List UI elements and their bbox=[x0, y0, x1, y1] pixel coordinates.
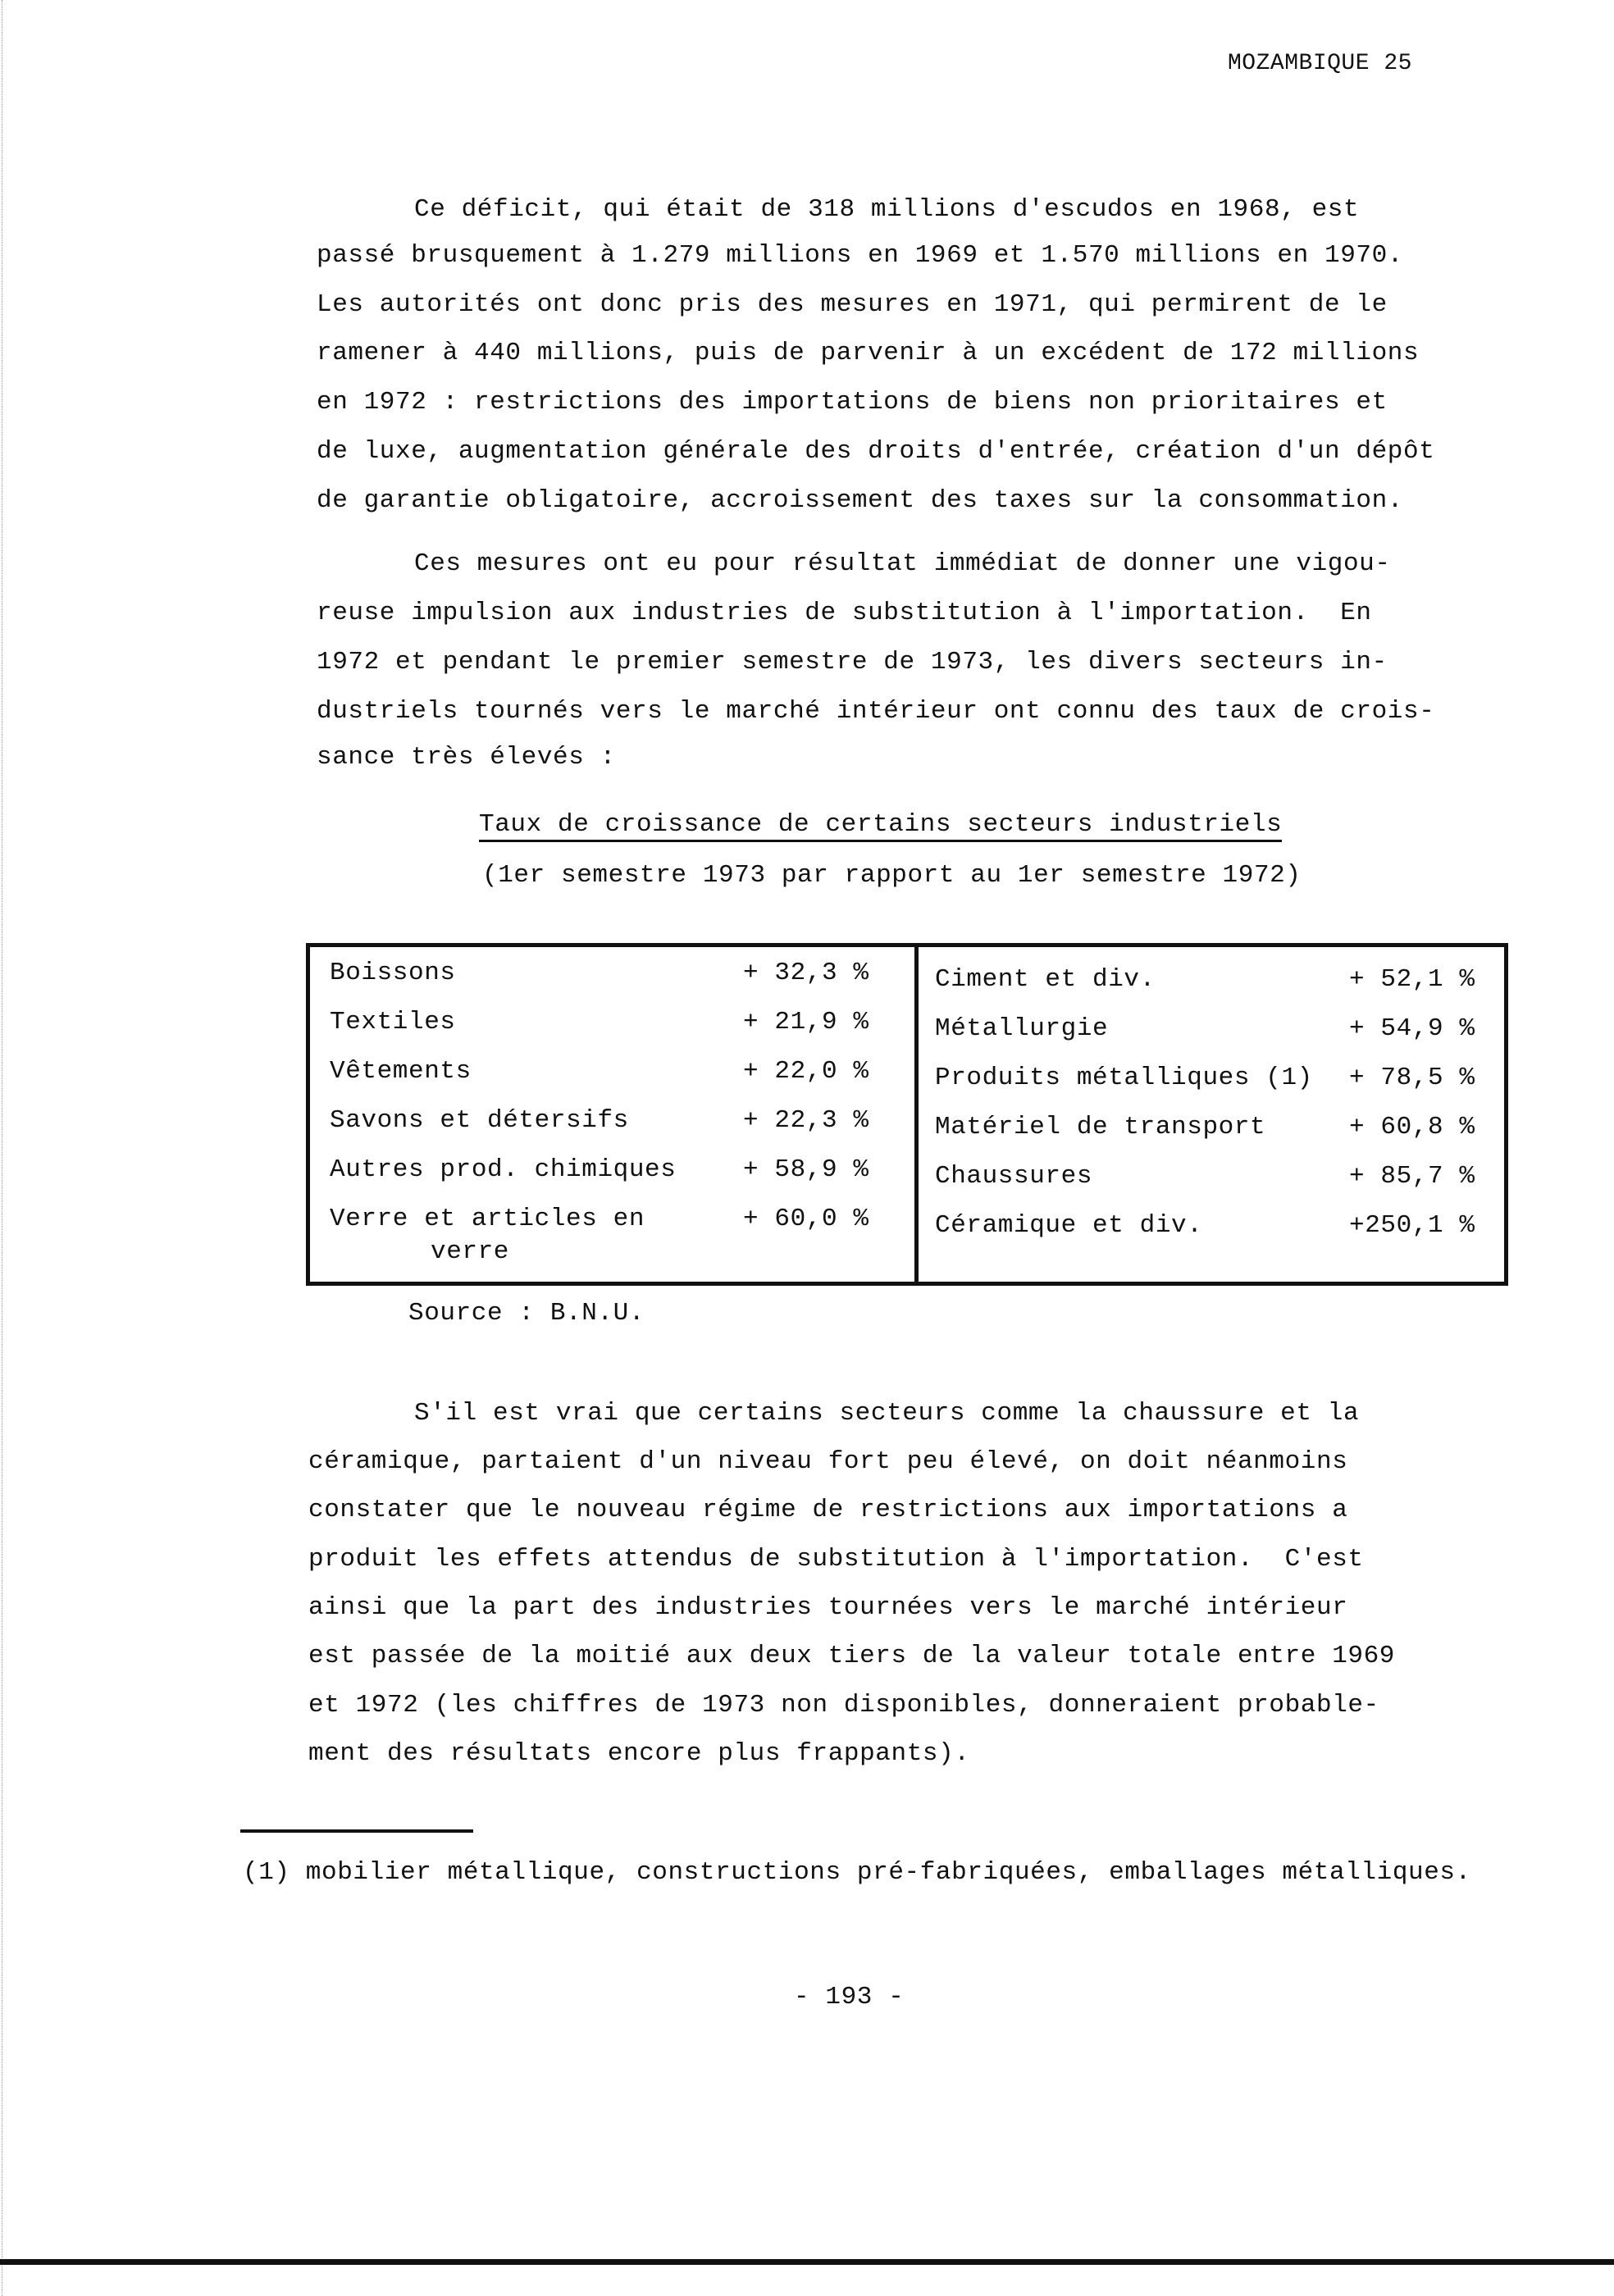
text-line: en 1972 : restrictions des importations de biens non prioritaires et bbox=[317, 388, 1388, 417]
text-line: sance très élevés : bbox=[317, 743, 616, 772]
text-line: reuse impulsion aux industries de substitution à l'importation. En bbox=[317, 599, 1372, 627]
text-line: ment des résultats encore plus frappants). bbox=[308, 1739, 970, 1768]
text-line: ainsi que la part des industries tournées vers le marché intérieur bbox=[308, 1593, 1348, 1622]
table-cell-sector-continued: verre bbox=[431, 1237, 510, 1266]
table-cell-rate: + 22,3 % bbox=[743, 1106, 869, 1135]
table-cell-rate: + 60,8 % bbox=[1349, 1113, 1475, 1141]
table-cell-rate: + 60,0 % bbox=[743, 1205, 869, 1233]
text-line: dustriels tournés vers le marché intérieur ont connu des taux de crois- bbox=[317, 697, 1435, 726]
table-title: Taux de croissance de certains secteurs industriels bbox=[479, 812, 1282, 842]
table-cell-rate: +250,1 % bbox=[1349, 1211, 1475, 1240]
table-cell-sector: Matériel de transport bbox=[935, 1113, 1266, 1141]
table-cell-sector: Vêtements bbox=[330, 1057, 472, 1086]
table-cell-rate: + 52,1 % bbox=[1349, 965, 1475, 994]
table-cell-rate: + 21,9 % bbox=[743, 1008, 869, 1036]
table-cell-sector: Produits métalliques (1) bbox=[935, 1064, 1313, 1092]
text-line: de garantie obligatoire, accroissement des taxes sur la consommation. bbox=[317, 486, 1404, 515]
table-cell-sector: Métallurgie bbox=[935, 1014, 1109, 1043]
table-cell-sector: Chaussures bbox=[935, 1162, 1093, 1191]
text-line: et 1972 (les chiffres de 1973 non disponibles, donneraient probable- bbox=[308, 1691, 1379, 1720]
table-cell-rate: + 22,0 % bbox=[743, 1057, 869, 1086]
table-subtitle: (1er semestre 1973 par rapport au 1er semestre 1972) bbox=[482, 861, 1302, 890]
running-header: MOZAMBIQUE 25 bbox=[1228, 51, 1412, 76]
page-number: - 193 - bbox=[794, 1983, 905, 2011]
scan-bottom-edge bbox=[0, 2259, 1614, 2265]
growth-rate-table bbox=[306, 943, 1508, 1286]
table-column-divider bbox=[914, 947, 919, 1282]
table-cell-sector: Textiles bbox=[330, 1008, 456, 1036]
text-line: Ces mesures ont eu pour résultat immédiat de donner une vigou- bbox=[414, 549, 1391, 578]
footnote: (1) mobilier métallique, constructions pré-fabriquées, emballages métalliques. bbox=[243, 1858, 1471, 1887]
table-cell-rate: + 78,5 % bbox=[1349, 1064, 1475, 1092]
text-line: Les autorités ont donc pris des mesures en 1971, qui permirent de le bbox=[317, 290, 1388, 319]
text-line: produit les effets attendus de substitution à l'importation. C'est bbox=[308, 1545, 1364, 1574]
text-line: ramener à 440 millions, puis de parvenir à un excédent de 172 millions bbox=[317, 339, 1420, 367]
text-line: 1972 et pendant le premier semestre de 1973, les divers secteurs in- bbox=[317, 648, 1388, 676]
text-line: est passée de la moitié aux deux tiers de la valeur totale entre 1969 bbox=[308, 1642, 1396, 1670]
text-line: céramique, partaient d'un niveau fort peu élevé, on doit néanmoins bbox=[308, 1447, 1348, 1476]
table-cell-rate: + 32,3 % bbox=[743, 959, 869, 987]
text-line: constater que le nouveau régime de restrictions aux importations a bbox=[308, 1496, 1348, 1524]
table-source: Source : B.N.U. bbox=[408, 1299, 645, 1328]
table-cell-rate: + 54,9 % bbox=[1349, 1014, 1475, 1043]
text-line: de luxe, augmentation générale des droits d'entrée, création d'un dépôt bbox=[317, 437, 1435, 466]
table-cell-rate: + 85,7 % bbox=[1349, 1162, 1475, 1191]
table-cell-sector: Verre et articles en bbox=[330, 1205, 645, 1233]
text-line: Ce déficit, qui était de 318 millions d'escudos en 1968, est bbox=[414, 195, 1360, 224]
footnote-separator bbox=[240, 1829, 473, 1833]
text-line: S'il est vrai que certains secteurs comme la chaussure et la bbox=[414, 1399, 1360, 1428]
table-cell-sector: Boissons bbox=[330, 959, 456, 987]
table-cell-sector: Céramique et div. bbox=[935, 1211, 1203, 1240]
table-cell-sector: Ciment et div. bbox=[935, 965, 1156, 994]
table-cell-sector: Savons et détersifs bbox=[330, 1106, 629, 1135]
table-cell-sector: Autres prod. chimiques bbox=[330, 1155, 677, 1184]
table-cell-rate: + 58,9 % bbox=[743, 1155, 869, 1184]
text-line: passé brusquement à 1.279 millions en 1969 et 1.570 millions en 1970. bbox=[317, 241, 1404, 270]
